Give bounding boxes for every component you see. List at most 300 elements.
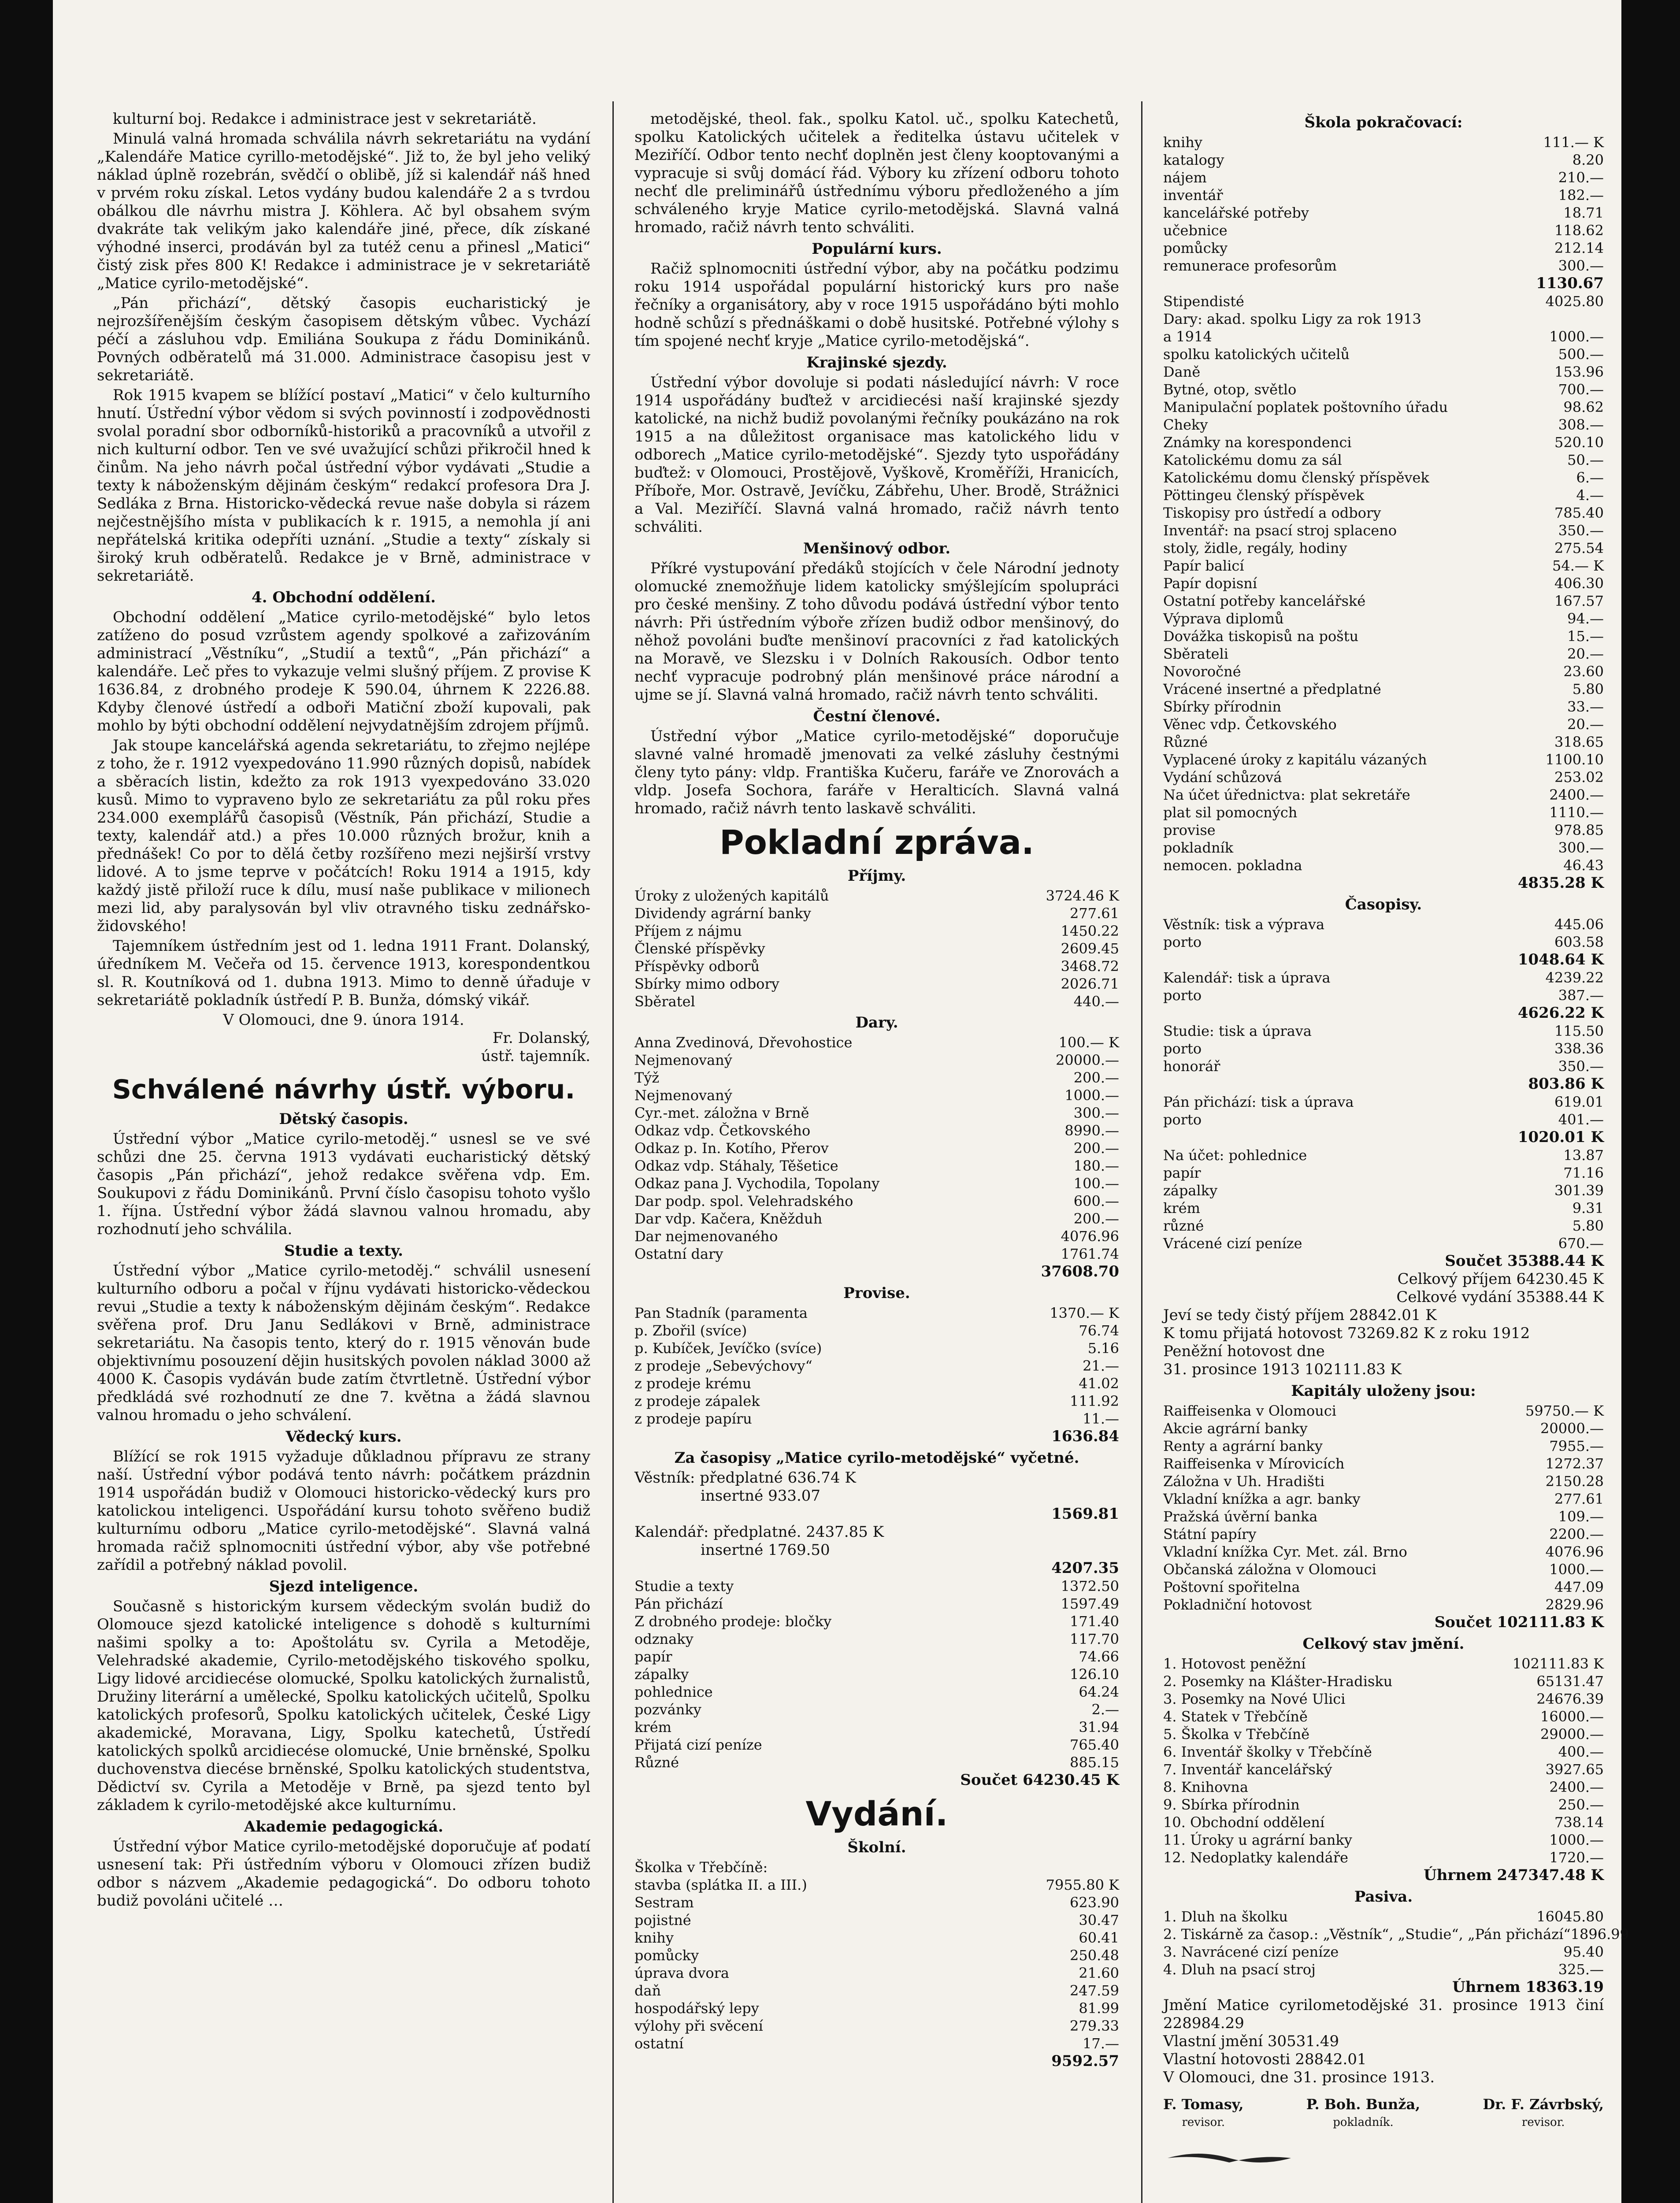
ledger-amount: 30.47	[1079, 1912, 1119, 1929]
ledger-label: 4. Dluh na psací stroj	[1163, 1961, 1316, 1978]
ledger-amount: 33.—	[1567, 698, 1604, 715]
ledger-label: úprava dvora	[634, 1965, 729, 1981]
ledger-label: Manipulační poplatek poštovního úřadu	[1163, 399, 1448, 415]
signatures	[1163, 2095, 1604, 2132]
ledger-row	[1163, 1199, 1604, 1217]
ledger-line: Vlastní jmění 30531.49	[1163, 2032, 1339, 2050]
ledger-amount: 300.—	[1558, 257, 1604, 274]
ledger-amount: 3927.65	[1545, 1761, 1604, 1778]
ledger-amount: 5.16	[1087, 1340, 1119, 1357]
ledger-amount: 100.—	[1073, 1175, 1119, 1192]
ledger-amount: 3468.72	[1061, 958, 1119, 975]
ledger-row	[1163, 1472, 1604, 1490]
ledger-row	[1163, 186, 1604, 204]
ledger-row	[1163, 1743, 1604, 1761]
ledger-label: porto	[1163, 1111, 1202, 1128]
ledger-row	[1163, 1146, 1604, 1164]
ledger-line: 31. prosince 1913 102111.83 K	[1163, 1361, 1402, 1378]
total: Součet 35388.44 K	[1445, 1252, 1604, 1270]
report-title: Pokladní zpráva.	[719, 823, 1034, 862]
paragraph: Obchodní oddělení „Matice cyrilo-metodějské“ bylo letos zatíženo do posud vzrůstem agendy spolkové a zařizováním administrací „Věstníku“, „Studií a textů“, „Pán přichází“ a kalendáře. Leč přes to vykazuje velmi slušný příjem. Z provise K 1636.84, z drobného prodeje K 590.04, úhrnem K 2226.88. Kdyby členové ústředí a odboři Matiční zboží kupovali, pak mohlo by býti obchodní oddělení nejvydatnějším zdrojem příjmů.	[97, 608, 590, 734]
ledger-amount: 2400.—	[1549, 1779, 1604, 1795]
ledger-row	[634, 1613, 1119, 1630]
ledger-label: katalogy	[1163, 152, 1224, 168]
ledger-row	[634, 1718, 1119, 1736]
paragraph: Minulá valná hromada schválila návrh sekretariátu na vydání „Kalendáře Matice cyrillo-metodějské“. Již to, že byl jeho veliký náklad úplně rozebrán, svědčí o oblibě, jíž si kalendář náš hned v prvém roku získal. Letos vydány budou kalendáře 2 a s tvrdou obálkou dle návrhu mistra J. Köhlera. Ač byl obsahem svým dvakráte tak velikým jako kalendáře jiné, přece, dík získané výhodné inserci, prodáván byl za tutéž cenu a přinesl „Matici“ čistý zisk přes 800 K! Redakce i administrace je v sekretariátě „Matice cyrilo-metodějské“.	[97, 130, 590, 292]
ornament-icon	[1163, 2145, 1295, 2171]
ledger-label: nájem	[1163, 169, 1207, 186]
ledger-row	[634, 1357, 1119, 1375]
subtotal: 1048.64 K	[1517, 951, 1604, 968]
ledger-row	[1163, 839, 1604, 857]
section-heading: Za časopisy „Matice cyrilo-metodějské“ vyčetné.	[674, 1449, 1079, 1467]
ledger-row	[1163, 1164, 1604, 1182]
paragraph: Příkré vystupování předáků stojících v čele Národní jednoty olomucké znemožňuje lidem katolicky smýšlejícím spolupráci pro české menšiny. Z toho důvodu podává ústřední výbor tento návrh: Při ústředním výboře zřízen budiž odbor menšinový, do něhož povoláni buďte menšinoví pracovníci z řad katolických na Moravě, ve Slezsku i v Dolních Rakousích. Odbor tento nechť vypracuje podrobný plán menšinové práce národní a ujme se jí. Slavná valná hromado, račiž návrh tento schváliti.	[634, 560, 1119, 704]
ledger-row	[1163, 151, 1604, 169]
section-heading: 4. Obchodní oddělení.	[252, 589, 436, 606]
ledger-amount: 670.—	[1558, 1235, 1604, 1252]
section-heading: Dary.	[855, 1014, 898, 1031]
ledger-label: Pán přichází	[634, 1595, 723, 1612]
ledger-row	[1163, 857, 1604, 874]
ledger-line: insertné 1769.50	[701, 1541, 830, 1559]
ledger-amount: 978.85	[1554, 822, 1604, 838]
ledger-amount: 98.62	[1563, 399, 1604, 415]
ledger-amount: 50.—	[1567, 452, 1604, 468]
ledger-row	[634, 1947, 1119, 1964]
paragraph: Račiž splnomocniti ústřední výbor, aby na počátku podzimu roku 1914 uspořádal populární historický kurs pro naše řečníky a organisátory, aby v roce 1915 uspořádáno býti mohlo hodně schůzí s přednáškami o době husitské. Potřebné výlohy s tím spojené nechť kryje „Matice cyrilo-metodějská“.	[634, 260, 1119, 350]
ledger-label: výlohy při svěcení	[634, 2018, 763, 2034]
ledger-label: Příjem z nájmu	[634, 923, 742, 939]
ledger-amount: 18.71	[1563, 204, 1604, 221]
ledger-label: Věstník: tisk a výprava	[1163, 916, 1325, 933]
ledger-row	[1163, 293, 1604, 310]
ledger-label: Vydání schůzová	[1163, 769, 1282, 786]
ledger-label: Příspěvky odborů	[634, 958, 760, 975]
ledger-row	[1163, 733, 1604, 751]
ledger-label: Ostatní potřeby kancelářské	[1163, 593, 1366, 609]
ledger-row	[1163, 987, 1604, 1004]
ledger-row	[1163, 328, 1604, 345]
ledger-amount: 785.40	[1554, 504, 1604, 521]
signature-role: pokladník.	[1333, 2116, 1394, 2129]
ledger-amount: 3724.46 K	[1046, 887, 1119, 904]
ledger-label: Odkaz vdp. Stáhaly, Těšetice	[634, 1157, 838, 1174]
subtotal: 4207.35	[1051, 1559, 1119, 1577]
signature-role: revisor.	[1182, 2116, 1225, 2129]
ledger-row	[634, 1069, 1119, 1087]
ledger-label: plat sil pomocných	[1163, 804, 1298, 821]
ledger-label: 4. Statek v Třebčíně	[1163, 1708, 1308, 1725]
section-heading: Pasiva.	[1354, 1888, 1413, 1906]
ledger-amount: 16000.—	[1540, 1708, 1604, 1725]
ledger-row	[634, 1228, 1119, 1245]
ledger-amount: 301.39	[1554, 1182, 1604, 1199]
section-heading: Sjezd inteligence.	[269, 1578, 419, 1595]
ledger-row	[1163, 804, 1604, 821]
ledger-amount: 115.50	[1554, 1023, 1604, 1039]
ledger-row	[1163, 1925, 1629, 1943]
ledger-label: učebnice	[1163, 222, 1228, 239]
ledger-row	[634, 1964, 1119, 1982]
paragraph: „Pán přichází“, dětský časopis eucharistický je nejrozšířenějším českým časopisem dětským vůbec. Vychází péčí a zásluhou vdp. Emiliána Soukupa z řádu Dominikánů. Povných odběratelů má 31.000. Administrace časopisu jest v sekretariátě.	[97, 294, 590, 384]
continuation-school-list	[1163, 134, 1604, 274]
ledger-label: Výprava diplomů	[1163, 610, 1284, 627]
ledger-row	[1163, 1596, 1604, 1613]
ledger-label: Vkladní knížka a agr. banky	[1163, 1491, 1361, 1507]
ledger-row	[1163, 363, 1604, 381]
ledger-amount: 1000.—	[1549, 1561, 1604, 1578]
ledger-amount: 60.41	[1079, 1929, 1119, 1946]
ledger-amount: 520.10	[1554, 434, 1604, 451]
ledger-row	[634, 1322, 1119, 1339]
ledger-label: 2. Posemky na Klášter-Hradisku	[1163, 1673, 1393, 1690]
ledger-label: Inventář: na psací stroj splaceno	[1163, 522, 1397, 539]
ledger-row	[634, 1034, 1119, 1051]
ledger-row	[1163, 381, 1604, 398]
ledger-row	[634, 2017, 1119, 2035]
total: Úhrnem 18363.19	[1452, 1978, 1604, 1996]
ledger-amount: 15.—	[1567, 628, 1604, 645]
paragraph: kulturní boj. Redakce i administrace jest v sekretariátě.	[113, 110, 537, 128]
ledger-amount: 167.57	[1554, 593, 1604, 609]
paragraph: Ústřední výbor „Matice cyrilo-metodějské“ doporučuje slavné valné hromadě jmenovati za velké zásluhy čestnými členy tyto pány: vldp. Františka Kučeru, faráře ve Znorovách a vldp. Josefa Sochora, faráře v Heralticích. Slavná valná hromado, račiž návrh tento laskavě schváliti.	[634, 727, 1119, 817]
ledger-row	[634, 1894, 1119, 1911]
ledger-row	[1163, 821, 1604, 839]
ledger-amount: 8990.—	[1064, 1122, 1119, 1139]
ledger-label: Přijatá cizí peníze	[634, 1736, 762, 1753]
ledger-amount: 4025.80	[1545, 293, 1604, 310]
date-line: V Olomouci, dne 31. prosince 1913.	[1163, 2069, 1435, 2086]
section-heading: Menšinový odbor.	[803, 540, 951, 557]
ledger-line: Vlastní hotovosti 28842.01	[1163, 2051, 1367, 2068]
ledger-label: Z drobného prodeje: bločky	[634, 1613, 832, 1630]
expenses-title: Vydání.	[805, 1794, 948, 1833]
ledger-amount: 250.48	[1070, 1947, 1119, 1964]
ledger-amount: 20000.—	[1540, 1420, 1604, 1437]
ledger-row	[1163, 680, 1604, 698]
ledger-row	[634, 887, 1119, 905]
ledger-row	[1163, 1543, 1604, 1561]
ledger-label: Vkladní knížka Cyr. Met. zál. Brno	[1163, 1543, 1407, 1560]
ledger-row	[1163, 1217, 1604, 1235]
ledger-label: pomůcky	[1163, 240, 1228, 256]
ledger-label: 1. Dluh na školku	[1163, 1908, 1288, 1925]
section-heading: Kapitály uloženy jsou:	[1291, 1382, 1476, 1400]
column-rule	[1141, 101, 1142, 2203]
paragraph: Jak stoupe kancelářská agenda sekretariátu, to zřejmo nejlépe z toho, že r. 1912 vyexpedováno 11.990 různých dopisů, nabídek a sběracích listin, kdežto za rok 1913 vyexpedováno 33.020 kusů. Mimo to vypraveno bylo ze sekretariátu za půl roku přes 234.000 exemplářů časopisů (Věstník, Pán přichází, Studie a texty, kalendář atd.) a přes 10.000 různých brožur, knih a přednášek! Co por to dělá četby rozšířeno mezi nejširší vrstvy lidové. A to jsme teprve v počátcích! Roku 1914 a 1915, kdy každý jistě přiloží ruce k dílu, musí naše publikace v milionech mezi lid, aby paralysován byl vliv otravného tisku zednářsko-židovského!	[97, 737, 590, 935]
subtotal: 4835.28 K	[1517, 874, 1604, 892]
ledger-amount: 16045.80	[1536, 1908, 1604, 1925]
ledger-row	[634, 1982, 1119, 1999]
ledger-label: Týž	[634, 1069, 660, 1086]
ledger-row	[1163, 751, 1604, 768]
ledger-line: Jeví se tedy čistý příjem 28842.01 K	[1163, 1306, 1437, 1324]
ledger-amount: 171.40	[1070, 1613, 1119, 1630]
ledger-amount: 300.—	[1558, 839, 1604, 856]
signature-name: P. Boh. Bunža,	[1306, 2096, 1420, 2113]
ledger-amount: 7955.—	[1549, 1438, 1604, 1454]
ledger-amount: 2829.96	[1545, 1596, 1604, 1613]
studies-list	[1163, 1022, 1604, 1075]
signature-block	[1306, 2095, 1420, 2132]
ledger-row	[1163, 1943, 1604, 1961]
ledger-row	[1163, 1561, 1604, 1578]
ledger-amount: 2609.45	[1061, 940, 1119, 957]
ledger-row	[1163, 1437, 1604, 1455]
ledger-row	[1163, 1849, 1604, 1866]
ledger-row	[1163, 592, 1604, 610]
ledger-row	[1163, 222, 1604, 239]
ledger-row	[1163, 575, 1604, 592]
section-heading: Studie a texty.	[284, 1242, 403, 1260]
scan-edge-right	[1621, 0, 1680, 2203]
ledger-amount: 1110.—	[1549, 804, 1604, 821]
ledger-label: Členské příspěvky	[634, 940, 765, 957]
ledger-row	[1163, 1057, 1604, 1075]
ledger-label: Sběrateli	[1163, 645, 1228, 662]
ledger-row	[634, 1051, 1119, 1069]
school-expenses-list	[634, 1858, 1119, 2052]
ledger-label: Pán přichází: tisk a úprava	[1163, 1094, 1354, 1110]
paragraph: Ústřední výbor Matice cyrilo-metodějské doporučuje ať podatí usnesení tak: Při ústředním výboru v Olomouci zřízen budiž odbor s názvem „Akademie pedagogická“. Do odboru tohoto budiž povoláni učitelé …	[97, 1838, 590, 1910]
ledger-amount: 603.58	[1554, 934, 1604, 950]
ledger-label: Známky na korespondenci	[1163, 434, 1352, 451]
section-heading: Celkový stav jmění.	[1302, 1635, 1465, 1653]
ledger-row	[1163, 768, 1604, 786]
ledger-row	[634, 1375, 1119, 1392]
ledger-amount: 111.— K	[1543, 134, 1604, 151]
ledger-label: 12. Nedoplatky kalendáře	[1163, 1849, 1349, 1866]
ledger-row	[634, 1087, 1119, 1104]
ledger-label: provise	[1163, 822, 1216, 838]
ledger-row	[634, 1122, 1119, 1139]
ledger-label: ostatní	[634, 2035, 684, 2052]
ledger-amount: 401.—	[1558, 1111, 1604, 1128]
ledger-row	[1163, 1111, 1604, 1128]
ledger-label: Tiskopisy pro ústředí a odbory	[1163, 504, 1381, 521]
ledger-row	[634, 1683, 1119, 1701]
ledger-label: honorář	[1163, 1058, 1220, 1075]
ledger-row	[634, 1175, 1119, 1192]
ledger-amount: 21.60	[1079, 1965, 1119, 1981]
ledger-label: krém	[634, 1719, 671, 1736]
ledger-label: Katolickému domu členský příspěvek	[1163, 469, 1429, 486]
ledger-amount: 24676.39	[1536, 1691, 1604, 1707]
ledger-label: pokladník	[1163, 839, 1234, 856]
ledger-label: Dar nejmenovaného	[634, 1228, 778, 1245]
ledger-amount: 445.06	[1554, 916, 1604, 933]
ledger-amount: 64.24	[1079, 1684, 1119, 1700]
ledger-row	[634, 905, 1119, 922]
ledger-label: knihy	[634, 1929, 674, 1946]
ledger-amount: 118.62	[1554, 222, 1604, 239]
ledger-label: Studie a texty	[634, 1578, 734, 1595]
ledger-row	[634, 2035, 1119, 2052]
ledger-amount: 2400.—	[1549, 786, 1604, 803]
ledger-amount: 46.43	[1563, 857, 1604, 874]
ledger-label: 6. Inventář školky v Třebčíně	[1163, 1743, 1372, 1760]
ledger-amount: 600.—	[1073, 1193, 1119, 1209]
ledger-label: Bytné, otop, světlo	[1163, 381, 1297, 398]
ledger-row	[1163, 786, 1604, 804]
ledger-row	[634, 1665, 1119, 1683]
ledger-amount	[1018, 1858, 1119, 1876]
ledger-amount: 117.70	[1070, 1631, 1119, 1647]
ledger-row	[1163, 1908, 1604, 1925]
journal-list	[1163, 916, 1604, 951]
paragraph: Ústřední výbor „Matice cyrilo-metoděj.“ schválil usnesení kulturního odboru a počal v říjnu vydávati historicko-vědeckou revui „Studie a texty k náboženským dějinám českým“. Redakce svěřena prof. Dru Janu Sedlákovi v Brně, administrace sekretariátu. Na časopis tento, který do r. 1915 věnován bude objektivnímu posouzení dějin husitských povolen náklad 3000 až 4000 K. Časopis vydáván bude zatím čtvrtletně. Ústřední výbor předkládá své rozhodnutí ze dne 7. května a žádá slavnou valnou hromadu o jeho schválení.	[97, 1262, 590, 1424]
ledger-amount: 325.—	[1558, 1961, 1604, 1978]
ledger-amount: 71.16	[1563, 1165, 1604, 1181]
ledger-label: Úroky z uložených kapitálů	[634, 887, 829, 904]
ledger-label: porto	[1163, 1040, 1202, 1057]
ledger-label: spolku katolických učitelů	[1163, 346, 1350, 363]
ledger-label: pojistné	[634, 1912, 691, 1929]
ledger-amount: 180.—	[1073, 1157, 1119, 1174]
ledger-amount: 308.—	[1558, 416, 1604, 433]
ledger-amount: 5.80	[1572, 681, 1604, 697]
ledger-label: Pokladniční hotovost	[1163, 1596, 1312, 1613]
gifts-list	[634, 1034, 1119, 1263]
ledger-label: různé	[1163, 1217, 1204, 1234]
ledger-row	[1163, 1708, 1604, 1725]
ledger-amount: 17.—	[1083, 2035, 1119, 2052]
ledger-label: Anna Zvedinová, Dřevohostice	[634, 1034, 853, 1051]
ledger-amount: 253.02	[1554, 769, 1604, 786]
ledger-label: knihy	[1163, 134, 1202, 151]
ledger-amount: 4076.96	[1061, 1228, 1119, 1245]
subtotal: 1636.84	[1051, 1428, 1119, 1445]
ledger-amount: 95.40	[1563, 1943, 1604, 1960]
ledger-row	[1163, 916, 1604, 933]
ledger-row	[1163, 1778, 1604, 1796]
subtotal: 1020.01 K	[1517, 1128, 1604, 1146]
ledger-label: 10. Obchodní oddělení	[1163, 1814, 1325, 1831]
ledger-amount: 700.—	[1558, 381, 1604, 398]
ledger-amount: 29000.—	[1540, 1726, 1604, 1743]
ledger-amount: 11.—	[1083, 1410, 1119, 1427]
ledger-row	[1163, 1796, 1604, 1814]
ledger-row	[1163, 451, 1604, 469]
ledger-row	[634, 975, 1119, 993]
ledger-amount: 200.—	[1073, 1140, 1119, 1157]
paragraph: Ústřední výbor dovoluje si podati následující návrh: V roce 1914 uspořádány buďtež v arcidiecési naší krajinské sjezdy katolické, na nichž budiž povolanými řečníky poukázáno na rok 1915 a na důležitost organisace mas katolického lidu v odborech „Matice cyrilo-metodějské“. Sjezdy tyto uspořádány buďtež: v Olomouci, Prostějově, Vyškově, Kroměříži, Hranicích, Příboře, Mor. Ostravě, Jevíčku, Zábřehu, Uher. Brodě, Strážnici a Val. Meziříčí. Slavná valná hromado, račiž návrh tento schváliti.	[634, 374, 1119, 536]
total: Součet 102111.83 K	[1434, 1613, 1604, 1631]
ledger-amount: 2200.—	[1549, 1526, 1604, 1543]
ledger-label: Cheky	[1163, 416, 1208, 433]
ledger-amount: 109.—	[1558, 1508, 1604, 1525]
signature-name: Dr. F. Závrbský,	[1483, 2096, 1604, 2113]
ledger-amount: 1761.74	[1061, 1246, 1119, 1262]
ledger-label: Pan Stadník (paramenta	[634, 1305, 808, 1321]
ledger-amount: 1000.—	[1549, 328, 1604, 345]
ledger-amount: 318.65	[1554, 734, 1604, 750]
ledger-row	[1163, 1525, 1604, 1543]
ledger-row	[1163, 1578, 1604, 1596]
ledger-amount: 279.33	[1070, 2018, 1119, 2034]
signature-block	[1163, 2095, 1244, 2132]
ledger-label: 2. Tiskárně za časop.: „Věstník“, „Studie“, „Pán přichází“	[1163, 1926, 1571, 1943]
section-heading: Škola pokračovací:	[1304, 114, 1463, 131]
subtotal: 4626.22 K	[1517, 1004, 1604, 1022]
ledger-row	[634, 1157, 1119, 1175]
column-rule	[612, 101, 614, 2203]
ledger-label: Odkaz pana J. Vychodila, Topolany	[634, 1175, 880, 1192]
ledger-label: a 1914	[1163, 328, 1212, 345]
ledger-label: Pražská úvěrní banka	[1163, 1508, 1318, 1525]
ledger-label: Odkaz vdp. Četkovského	[634, 1122, 811, 1139]
paragraph: Rok 1915 kvapem se blížící postaví „Matici“ v čelo kulturního hnutí. Ústřední výbor vědom si svých povinností i zodpovědnosti svolal poradní sbor odborníků-historiků a pracovníků a utvořil z nich kulturní odbor. Ten ve své uvažující schůzi přikročil hned k činům. Na jeho návrh počal ústřední výbor vydávati „Studie a texty k náboženským dějinám českým“ redakcí profesora Dra J. Sedláka z Brna. Historicko-vědecká revue naše dobyla si rázem nejčestnějšího místa v publikacích k r. 1915, a nemohla jí ani nepřátelská kritika odepříti uznání. „Studie a texty“ získaly si široký kruh odběratelů. Redakce je v Brně, administrace v sekretariátě.	[97, 386, 590, 585]
ledger-row	[1163, 257, 1604, 274]
ledger-amount: 350.—	[1558, 522, 1604, 539]
ledger-amount: 4076.96	[1545, 1543, 1604, 1560]
signature-role: revisor.	[1521, 2116, 1565, 2129]
ledger-row	[1163, 539, 1604, 557]
ledger-row	[634, 1104, 1119, 1122]
ledger-label: stoly, židle, regály, hodiny	[1163, 540, 1347, 556]
ledger-label: z prodeje zápalek	[634, 1393, 760, 1409]
ledger-amount: 1597.49	[1061, 1595, 1119, 1612]
ledger-label: Různé	[634, 1754, 679, 1771]
ledger-amount: 1450.22	[1061, 923, 1119, 939]
ledger-label: Vyplacené úroky z kapitálu vázaných	[1163, 751, 1427, 768]
ledger-amount: 182.—	[1558, 187, 1604, 204]
subtotal: 37608.70	[1041, 1263, 1119, 1280]
ledger-label: Dar vdp. Kačera, Kněžduh	[634, 1210, 823, 1227]
ledger-amount: 65131.47	[1536, 1673, 1604, 1690]
ledger-row	[1163, 1690, 1604, 1708]
ledger-label: Nejmenovaný	[634, 1087, 732, 1104]
ledger-row	[1163, 1420, 1604, 1437]
ledger-label: Akcie agrární banky	[1163, 1420, 1308, 1437]
ledger-row	[1163, 1455, 1604, 1472]
ledger-row	[1163, 1831, 1604, 1849]
ledger-row	[1163, 610, 1604, 627]
ledger-row	[1163, 1508, 1604, 1525]
ledger-row	[1163, 398, 1604, 416]
ledger-amount: 102111.83 K	[1512, 1655, 1604, 1672]
ledger-row	[1163, 345, 1604, 363]
ledger-amount: 1370.— K	[1050, 1305, 1119, 1321]
column-2	[634, 110, 1119, 2070]
ledger-label: Daně	[1163, 363, 1201, 380]
ledger-label: Dar podp. spol. Velehradského	[634, 1193, 853, 1209]
subtotal: 803.86 K	[1528, 1075, 1604, 1093]
ledger-row	[634, 993, 1119, 1010]
total: Součet 64230.45 K	[960, 1771, 1119, 1789]
ledger-amount: 765.40	[1070, 1736, 1119, 1753]
subtotal: 1130.67	[1536, 274, 1604, 292]
ledger-row	[1163, 1093, 1604, 1111]
ledger-label: zápalky	[1163, 1182, 1218, 1199]
ledger-row	[1163, 1673, 1604, 1690]
ledger-line: K tomu přijatá hotovost 73269.82 K z roku 1912	[1163, 1324, 1530, 1342]
ledger-label: Dovážka tiskopisů na poštu	[1163, 628, 1359, 645]
ledger-amount: 13.87	[1563, 1147, 1604, 1164]
ledger-row	[1163, 645, 1604, 663]
ledger-label: Novoročné	[1163, 663, 1241, 680]
pan-list	[1163, 1093, 1604, 1128]
ledger-label: Školka v Třebčíně:	[634, 1859, 768, 1876]
ledger-row	[1163, 1022, 1604, 1040]
ledger-row	[634, 1736, 1119, 1754]
ledger-line: Celkové vydání 35388.44 K	[1396, 1288, 1604, 1306]
ledger-row	[634, 1304, 1119, 1322]
section-heading: Čestní členové.	[813, 708, 941, 725]
ledger-label: nemocen. pokladna	[1163, 857, 1302, 874]
ledger-row	[1163, 504, 1604, 522]
